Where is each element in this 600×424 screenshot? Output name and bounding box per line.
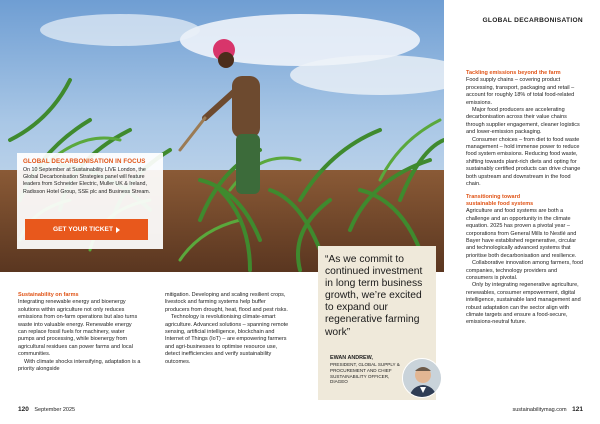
paragraph: Consumer choices – from diet to food waste management – hold immense power to reduce food system emissions. Reducing food waste, shifting towards plant-rich diets and opting for sustainably certified products can drive change both upstream and downstream in the food chain. [466,136,581,188]
paragraph: Collaborative innovation among farmers, food companies, technology providers and consumers is pivotal. [466,260,583,281]
subheading-tackling-emissions: Tackling emissions beyond the farm [466,70,561,76]
pull-quote-text: “As we commit to continued investment in long term business growth, we’re excited to expand our regenerative farming work” [325,254,423,338]
author-name: EWAN ANDREW, [330,355,373,361]
author-portrait [402,358,442,398]
left-article-column [18,292,142,373]
promo-text: On 10 September at Sustainability LIVE London, the Global Decarbonisation Strategies panel will feature leaders from Schneider Electric, Muller UK & Ireland, Radisson Hotel Group, SSE plc and Business Stream. [23,167,151,195]
middle-article-column [165,292,291,366]
subheading-transitioning-line2: sustainable food systems [466,200,534,207]
quote-attribution [330,355,402,385]
get-ticket-button[interactable] [25,219,148,240]
get-ticket-label: GET YOUR TICKET [53,226,113,233]
paragraph: With climate shocks intensifying, adaptation is a priority alongside [18,358,141,373]
promo-heading: GLOBAL DECARBONISATION IN FOCUS [23,158,146,165]
paragraph: Integrating renewable energy and bioenergy solutions within agriculture not only reduces emissions from on-farm operations but also turns waste into valuable energy. Renewable energy can replace fossil fuels for machinery, water pumps and processing, while bioenergy from agricultural residues can power farms and local communities. [18,299,138,358]
paragraph: Only by integrating regenerative agriculture, renewables, consumer empowerment, digital intelligence, sustainable land management and robust adaptation can the sector align with climate targets and ensure a food-secure, emissions-neutral future. [466,282,581,326]
page-number-right: 121 [572,406,583,413]
page-number-left: 120 [18,406,29,413]
section-tag: GLOBAL DECARBONISATION [482,17,583,24]
subheading-sustainability-on-farms: Sustainability on farms [18,292,79,298]
site-url: sustainabilitymag.com [512,407,567,413]
paragraph: Agriculture and food systems are both a challenge and an opportunity in the climate equation. 2025 has proven a pivotal year – corporations from General Mills to Nestlé and Bayer have established regenerative, circular and technologically advanced systems that prioritise both decarbonisation and resilience. [466,208,577,259]
pull-quote-box [318,246,436,400]
arrow-right-icon [116,227,120,233]
paragraph: Food supply chains – covering product processing, transport, packaging and retail – account for roughly 18% of total food-related emissions. [466,77,575,106]
paragraph: Major food producers are accelerating decarbonisation across their value chains through supplier engagement, cleaner logistics and lower-emission packaging. [466,107,580,136]
subheading-transitioning: Transitioning toward [466,193,521,200]
paragraph: mitigation. Developing and scaling resilient crops, livestock and farming systems help buffer producers from drought, heat, flood and pest risks. [165,292,288,313]
author-title: PRESIDENT, GLOBAL SUPPLY & PROCUREMENT AND CHIEF SUSTAINABILITY OFFICER, DIAGEO [330,362,400,385]
issue-date: September 2025 [34,407,76,413]
footer-left [18,406,75,413]
right-article-column [466,70,584,327]
paragraph: Technology is revolutionising climate-smart agriculture. Advanced solutions – spanning remote sensing, artificial intelligence, blockchain and Internet of Things (IoT) – are empowering farmers and agri-businesses to optimise resource use, detect inefficiencies and verify sustainability outcomes. [165,314,289,365]
footer-right [513,406,584,413]
event-promo-box [17,153,163,249]
